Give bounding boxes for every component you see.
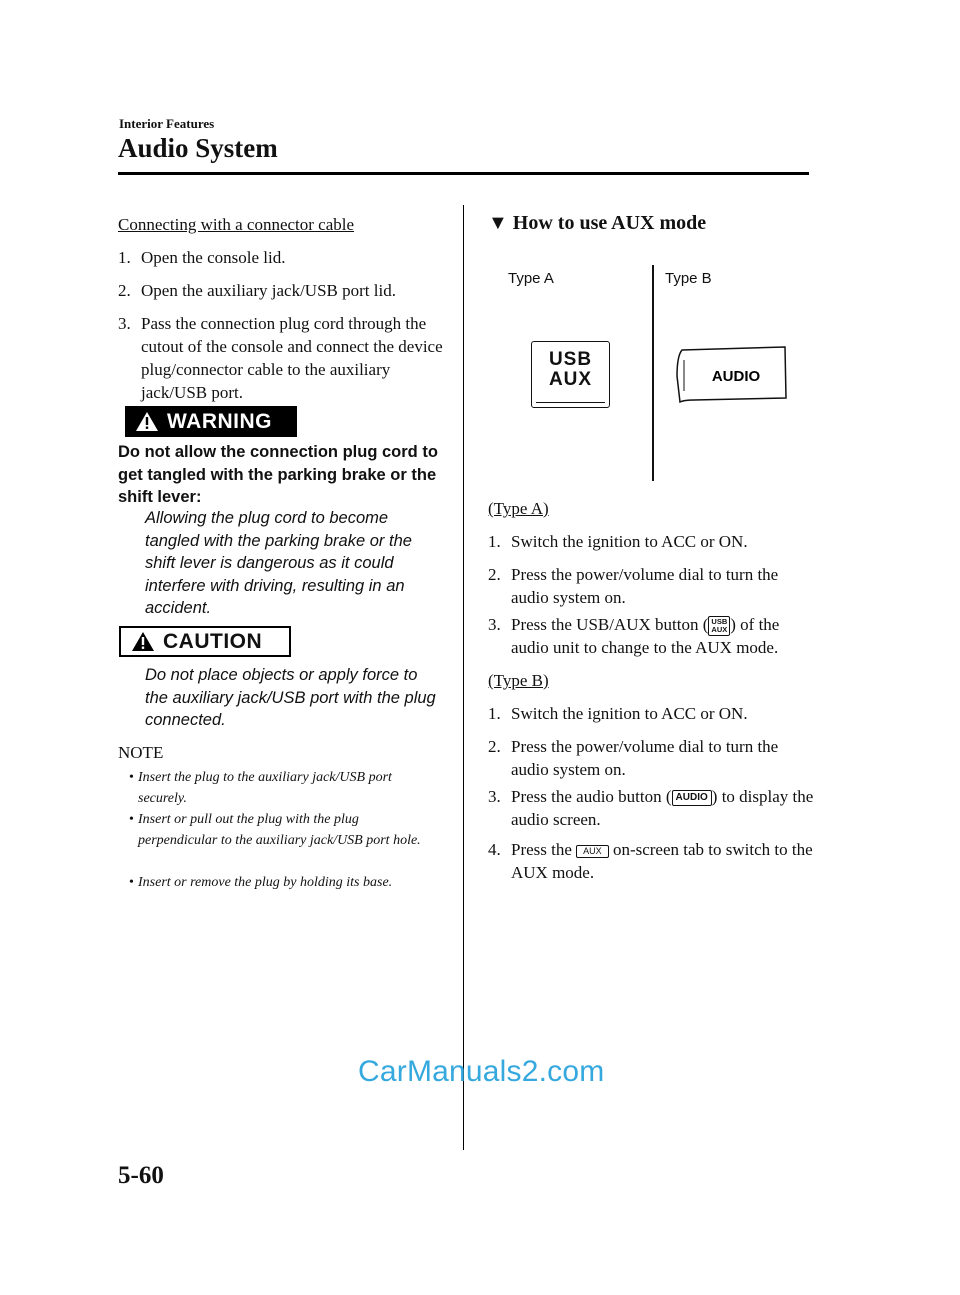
caution-body-text: Do not place objects or apply force to the auxiliary jack/USB port with the plug connected. — [145, 666, 436, 729]
step-text: Press the power/volume dial to turn the audio system on. — [511, 737, 779, 779]
note-item-text: Insert or pull out the plug with the plug perpendicular to the auxiliary jack/USB port hole. — [138, 812, 421, 848]
step-number: 1. — [118, 248, 131, 267]
audio-label: AUDIO — [711, 368, 761, 385]
caution-label: CAUTION — [163, 629, 263, 653]
bullet-dot-icon: • — [129, 812, 134, 827]
step-number: 1. — [488, 532, 501, 551]
usb-aux-icon: USB AUX — [708, 616, 730, 636]
step-text: Press the audio button ( AUDIO ) to display the audio screen. — [511, 787, 814, 829]
warning-triangle-icon — [135, 411, 159, 432]
warning-label: WARNING — [167, 409, 272, 433]
header-rule — [118, 172, 809, 175]
warning-box — [125, 406, 297, 437]
step-number: 2. — [488, 565, 501, 584]
step-number: 2. — [488, 737, 501, 756]
note-item-1 — [129, 767, 434, 809]
type-b-step-1 — [488, 702, 818, 725]
step-text: Switch the ignition to ACC or ON. — [511, 532, 748, 551]
left-heading: Connecting with a connector cable — [118, 215, 355, 234]
watermark: CarManuals2.com — [358, 1055, 605, 1088]
step-number: 4. — [488, 840, 501, 859]
type-b-label: (Type B) — [488, 671, 549, 690]
step-number: 3. — [118, 314, 131, 333]
left-step-3 — [118, 312, 443, 404]
caution-triangle-icon — [131, 631, 155, 652]
step-text: Press the AUX on-screen tab to switch to the AUX mode. — [511, 840, 813, 882]
section-label: Interior Features — [119, 116, 215, 131]
bullet-dot-icon: • — [129, 875, 134, 890]
left-step-2 — [118, 279, 443, 302]
warning-bold-text: Do not allow the connection plug cord to get tangled with the parking brake or the shift lever: — [118, 443, 438, 506]
figure-divider — [652, 265, 654, 481]
type-b-figure-label: Type B — [665, 270, 712, 287]
audio-icon: AUDIO — [672, 790, 712, 806]
step-text: Press the USB/AUX button ( USB AUX ) of the audio unit to change to the AUX mode. — [511, 615, 780, 658]
note-item-3 — [129, 872, 434, 893]
left-step-1 — [118, 246, 443, 269]
step-text: Pass the connection plug cord through the cutout of the console and connect the device plug/connector cable to the auxiliary jack/USB port. — [141, 314, 443, 402]
type-a-step-1 — [488, 530, 818, 553]
audio-button-illustration — [676, 346, 788, 404]
triangle-marker-icon: ▼ — [488, 212, 508, 234]
note-item-2 — [129, 809, 434, 851]
step-number: 3. — [488, 615, 501, 634]
type-a-figure-label: Type A — [508, 270, 554, 287]
usb-label: USB — [548, 349, 593, 370]
type-b-step-3 — [488, 785, 818, 831]
column-divider — [463, 205, 464, 1150]
usb-aux-button-illustration — [531, 341, 610, 408]
type-a-step-3 — [488, 613, 818, 659]
bullet-dot-icon: • — [129, 770, 134, 785]
aux-tab-icon: AUX — [576, 845, 609, 858]
step-number: 2. — [118, 281, 131, 300]
type-a-step-2 — [488, 563, 818, 609]
right-heading — [488, 212, 706, 235]
step-text: Open the console lid. — [141, 248, 286, 267]
aux-label: AUX — [548, 369, 593, 390]
note-label: NOTE — [118, 743, 164, 762]
warning-body-text: Allowing the plug cord to become tangled with the parking brake or the shift lever is dangerous as it could interfere with driving, resulting in an accident. — [145, 509, 412, 617]
note-item-text: Insert the plug to the auxiliary jack/USB port securely. — [138, 770, 392, 806]
step-text: Switch the ignition to ACC or ON. — [511, 704, 748, 723]
step-text: Press the power/volume dial to turn the audio system on. — [511, 565, 779, 607]
page-number: 5-60 — [118, 1162, 164, 1189]
step-number: 1. — [488, 704, 501, 723]
page-title: Audio System — [118, 133, 278, 163]
step-number: 3. — [488, 787, 501, 806]
type-b-step-4 — [488, 838, 818, 884]
type-b-step-2 — [488, 735, 818, 781]
caution-box — [119, 626, 291, 657]
right-heading-text: How to use AUX mode — [512, 212, 707, 234]
step-text: Open the auxiliary jack/USB port lid. — [141, 281, 396, 300]
note-item-text: Insert or remove the plug by holding its base. — [138, 875, 393, 890]
type-a-label: (Type A) — [488, 499, 549, 518]
